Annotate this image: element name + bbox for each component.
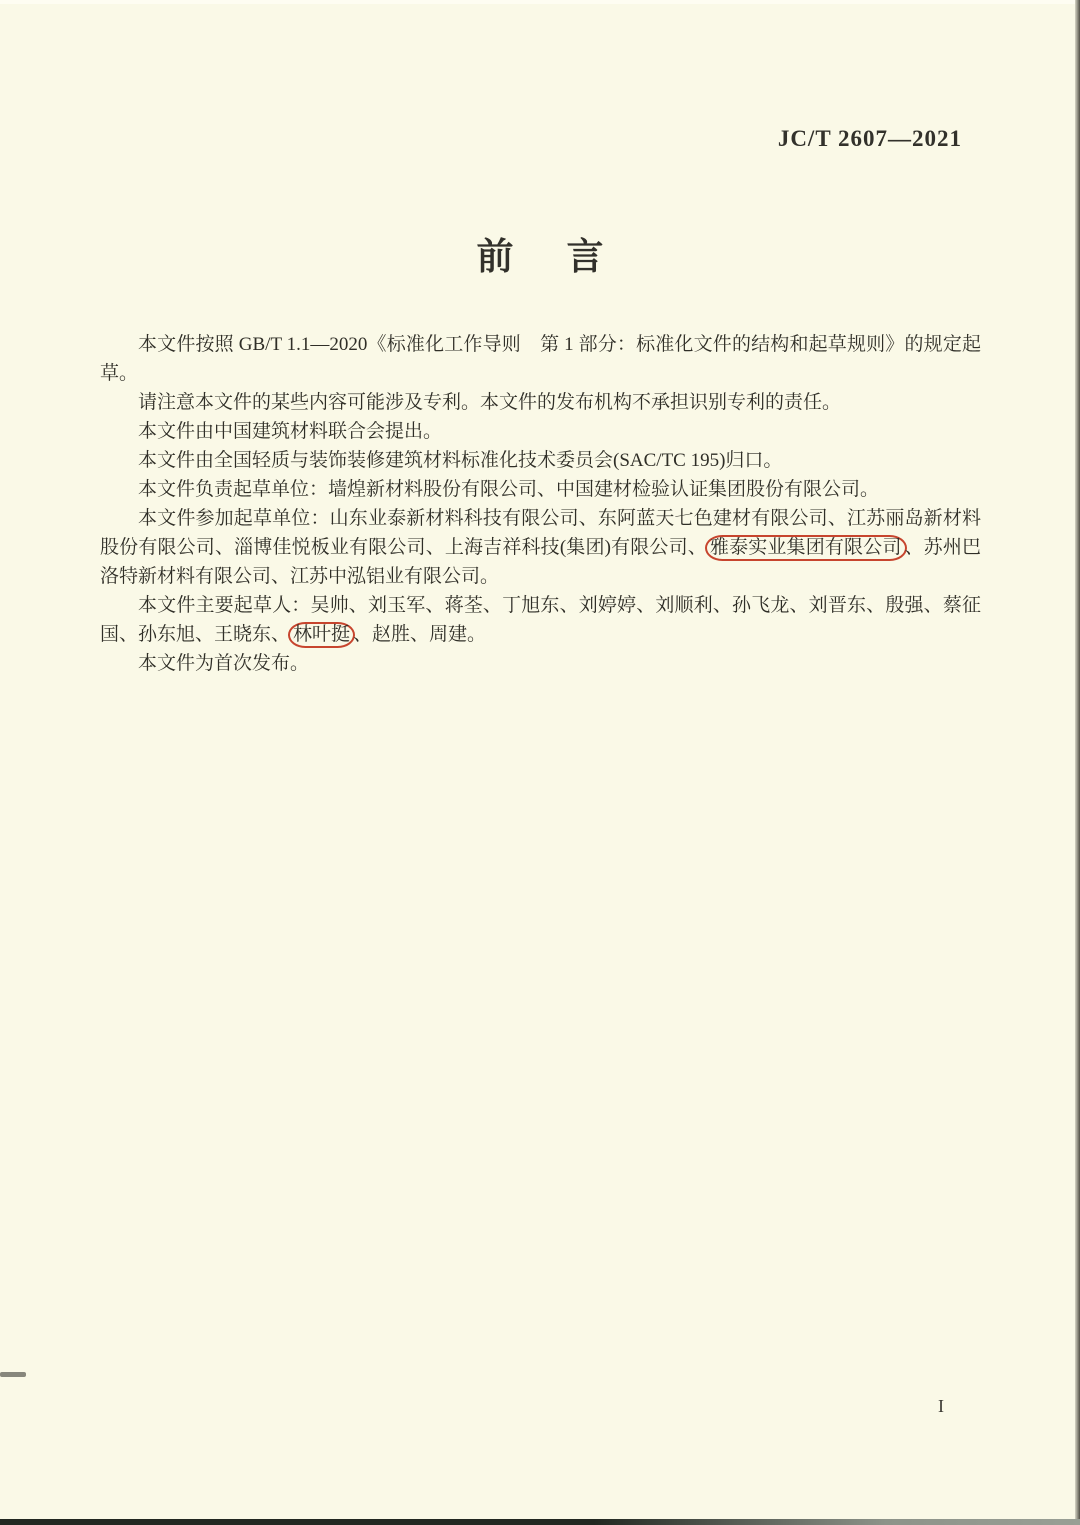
foreword-paragraph: [100, 417, 981, 446]
page-title: 前 言: [476, 237, 612, 278]
foreword-paragraph: [100, 330, 981, 388]
paragraph-text: 本文件由中国建筑材料联合会提出。: [138, 421, 443, 442]
page-number: I: [938, 1396, 944, 1416]
scan-edge-bottom: [0, 1519, 1080, 1525]
red-circle-annotation: 雅泰实业集团有限公司: [705, 535, 907, 561]
standard-code: JC/T 2607—2021: [777, 126, 962, 151]
foreword-paragraph: [100, 388, 981, 417]
scan-edge-right: [1075, 0, 1080, 1525]
paragraph-text: 本文件主要起草人：吴帅、刘玉军、蒋荃、丁旭东、刘婷婷、刘顺利、孙飞龙、刘晋东、殷强、蔡征国、孙东旭、王晓东、: [100, 595, 981, 645]
paragraph-text: 本文件为首次发布。: [138, 653, 310, 674]
paragraph-text: 、赵胜、周建。: [353, 624, 487, 645]
paragraph-text: 本文件参加起草单位：山东业泰新材料科技有限公司、东阿蓝天七色建材有限公司、江苏丽岛新材料股份有限公司、淄博佳悦板业有限公司、上海吉祥科技(集团)有限公司、: [100, 508, 981, 558]
foreword-paragraph: [100, 591, 981, 649]
foreword-paragraph: [100, 475, 981, 504]
foreword-body: [100, 330, 981, 678]
paragraph-text: 本文件负责起草单位：墙煌新材料股份有限公司、中国建材检验认证集团股份有限公司。: [138, 479, 880, 500]
foreword-paragraph: [100, 504, 981, 591]
scan-edge-top: [0, 0, 1080, 4]
red-circle-annotation: 林叶挺: [288, 622, 355, 648]
paragraph-text: 本文件按照 GB/T 1.1—2020《标准化工作导则 第 1 部分：标准化文件的结构和起草规则》的规定起草。: [100, 334, 981, 384]
foreword-paragraph: [100, 649, 981, 678]
paragraph-text: 、苏州巴洛特新材料有限公司、江苏中泓铝业有限公司。: [100, 537, 981, 587]
scan-artifact-left: [0, 1372, 26, 1377]
paragraph-text: 请注意本文件的某些内容可能涉及专利。本文件的发布机构不承担识别专利的责任。: [138, 392, 842, 413]
foreword-paragraph: [100, 446, 981, 475]
paragraph-text: 本文件由全国轻质与装饰装修建筑材料标准化技术委员会(SAC/TC 195)归口。: [138, 450, 783, 471]
